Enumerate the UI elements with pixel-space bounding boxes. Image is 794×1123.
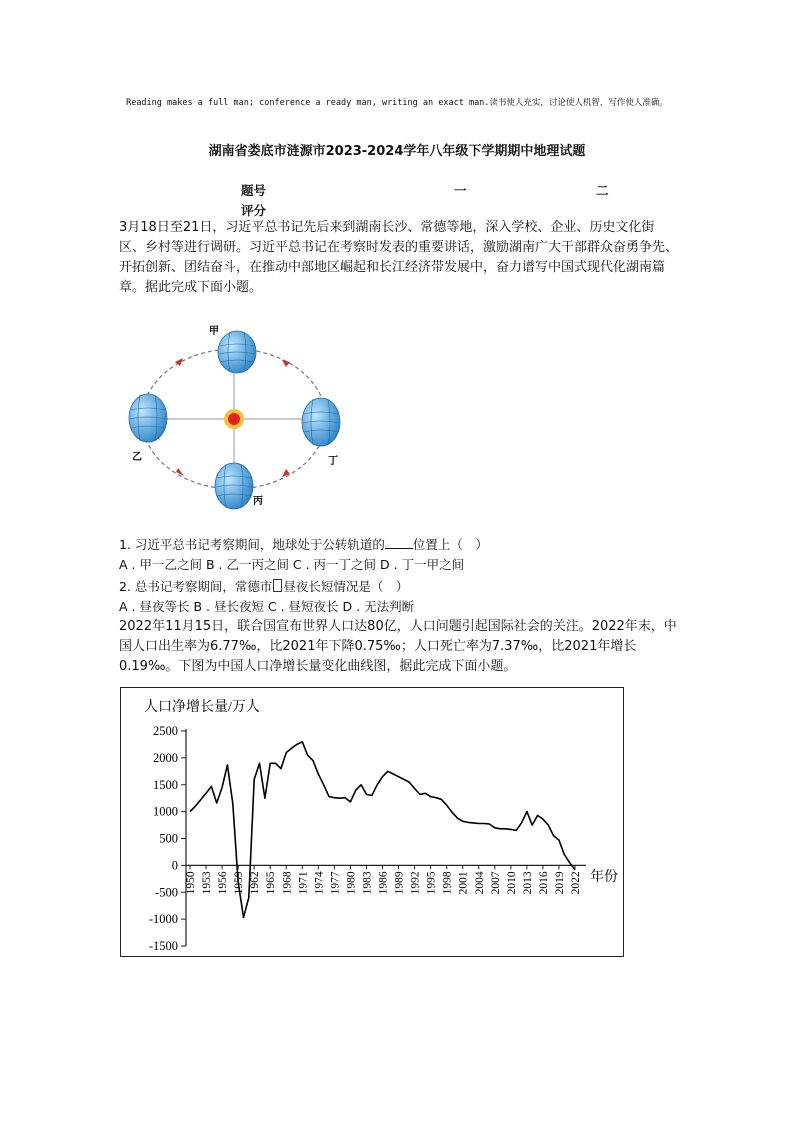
score-table-row-label-score: 评分 [241,203,267,218]
missing-glyph-icon [273,579,282,592]
population-growth-chart [120,687,624,957]
score-table-col-2: 二 [596,183,609,198]
x-tick-label: 1968 [281,871,294,895]
x-tick-label: 2001 [457,871,470,895]
chart-xlabel: 年份 [590,870,618,885]
x-tick-label: 1962 [249,871,262,895]
x-tick-label: 1971 [297,871,310,895]
x-tick-label: 2016 [537,871,550,895]
earth-jia-icon [218,331,256,373]
x-tick-label: 1974 [313,871,326,895]
chart-ylabel: 人口净增长量/万人 [144,700,260,715]
earth-bing-icon [215,463,253,509]
chart-frame [121,688,624,957]
y-tick-label: -1000 [148,912,178,927]
earth-ding-icon [302,398,340,446]
page-title: 湖南省娄底市涟源市2023-2024学年八年级下学期期中地理试题 [208,144,586,159]
question-1-options: A . 甲一乙之间 B . 乙一丙之间 C . 丙一丁之间 D . 丁一甲之间 [119,557,465,572]
passage-1: 3月18日至21日，习近平总书记先后来到湖南长沙、常德等地，深入学校、企业、历史文化街区、乡村等进行调研。习近平总书记在考察时发表的重要讲话，激励湖南广大干部群众奋勇争先、开拓创新、团结奋斗，在推动中部地区崛起和长江经济带发展中，奋力谱写中国式现代化湖南篇章。据此完成下面小题。 [119,220,679,295]
x-tick-label: 1953 [201,871,214,895]
answer-blank[interactable] [385,536,413,549]
motto-header: Reading makes a full man; conference a ready man, writing an exact man.读书使人充实，讨论使人机智，写作使人准确。 [126,98,668,108]
y-tick-label: 0 [171,858,178,873]
y-tick-label: 2000 [153,750,178,765]
y-tick-label: 1500 [153,777,178,792]
label-ding: 丁 [328,456,338,467]
x-tick-label: 1986 [377,871,390,895]
x-tick-label: 1989 [393,871,406,895]
question-1 [119,535,679,575]
y-tick-label: 2500 [153,724,178,738]
x-tick-label: 1977 [329,871,342,895]
x-tick-label: 2007 [489,871,502,895]
x-tick-label: 1959 [233,871,246,895]
x-tick-label: 1965 [265,871,278,895]
y-tick-label: -500 [155,885,178,900]
label-jia: 甲 [209,326,219,337]
question-1-stem: 1. 习近平总书记考察期间，地球处于公转轨道的 位置上（ ） [119,537,488,552]
x-tick-label: 2019 [553,871,566,895]
y-tick-label: -1500 [148,939,178,953]
x-tick-label: 2004 [473,871,486,895]
score-table-col-1: 一 [454,183,467,198]
passage-2: 2022年11月15日，联合国宣布世界人口达80亿，人口问题引起国际社会的关注。2022年末，中国人口出生率为6.77‰，比2021年下降0.75‰；人口死亡率为7.37‰，比2021年增长0.19‰。下图为中国人口净增长量变化曲线图，据此完成下面小题。 [119,619,677,674]
earth-yi-icon [129,394,167,442]
sun-icon [224,409,244,429]
score-table-row-label-number: 题号 [241,183,267,198]
x-tick-label: 1992 [409,871,422,895]
question-2-options: A . 昼夜等长 B . 昼长夜短 C . 昼短夜长 D . 无法判断 [119,599,415,614]
x-tick-label: 1980 [345,871,358,895]
x-tick-label: 1995 [425,871,438,895]
x-tick-label: 1983 [361,871,374,895]
x-tick-label: 1998 [441,871,454,895]
y-tick-label: 500 [159,831,178,846]
label-bing: 丙 [253,496,263,507]
x-tick-label: 2010 [505,871,518,895]
x-tick-label: 2013 [521,871,534,895]
x-tick-label: 1950 [185,871,197,895]
label-yi: 乙 [132,452,142,463]
orbit-figure [120,318,360,518]
y-tick-label: 1000 [153,804,178,819]
question-2 [119,577,679,617]
x-tick-label: 2022 [570,871,582,895]
x-tick-label: 1956 [217,871,230,895]
question-2-stem: 2. 总书记考察期间，常德市 昼夜长短情况是（ ） [119,579,409,594]
